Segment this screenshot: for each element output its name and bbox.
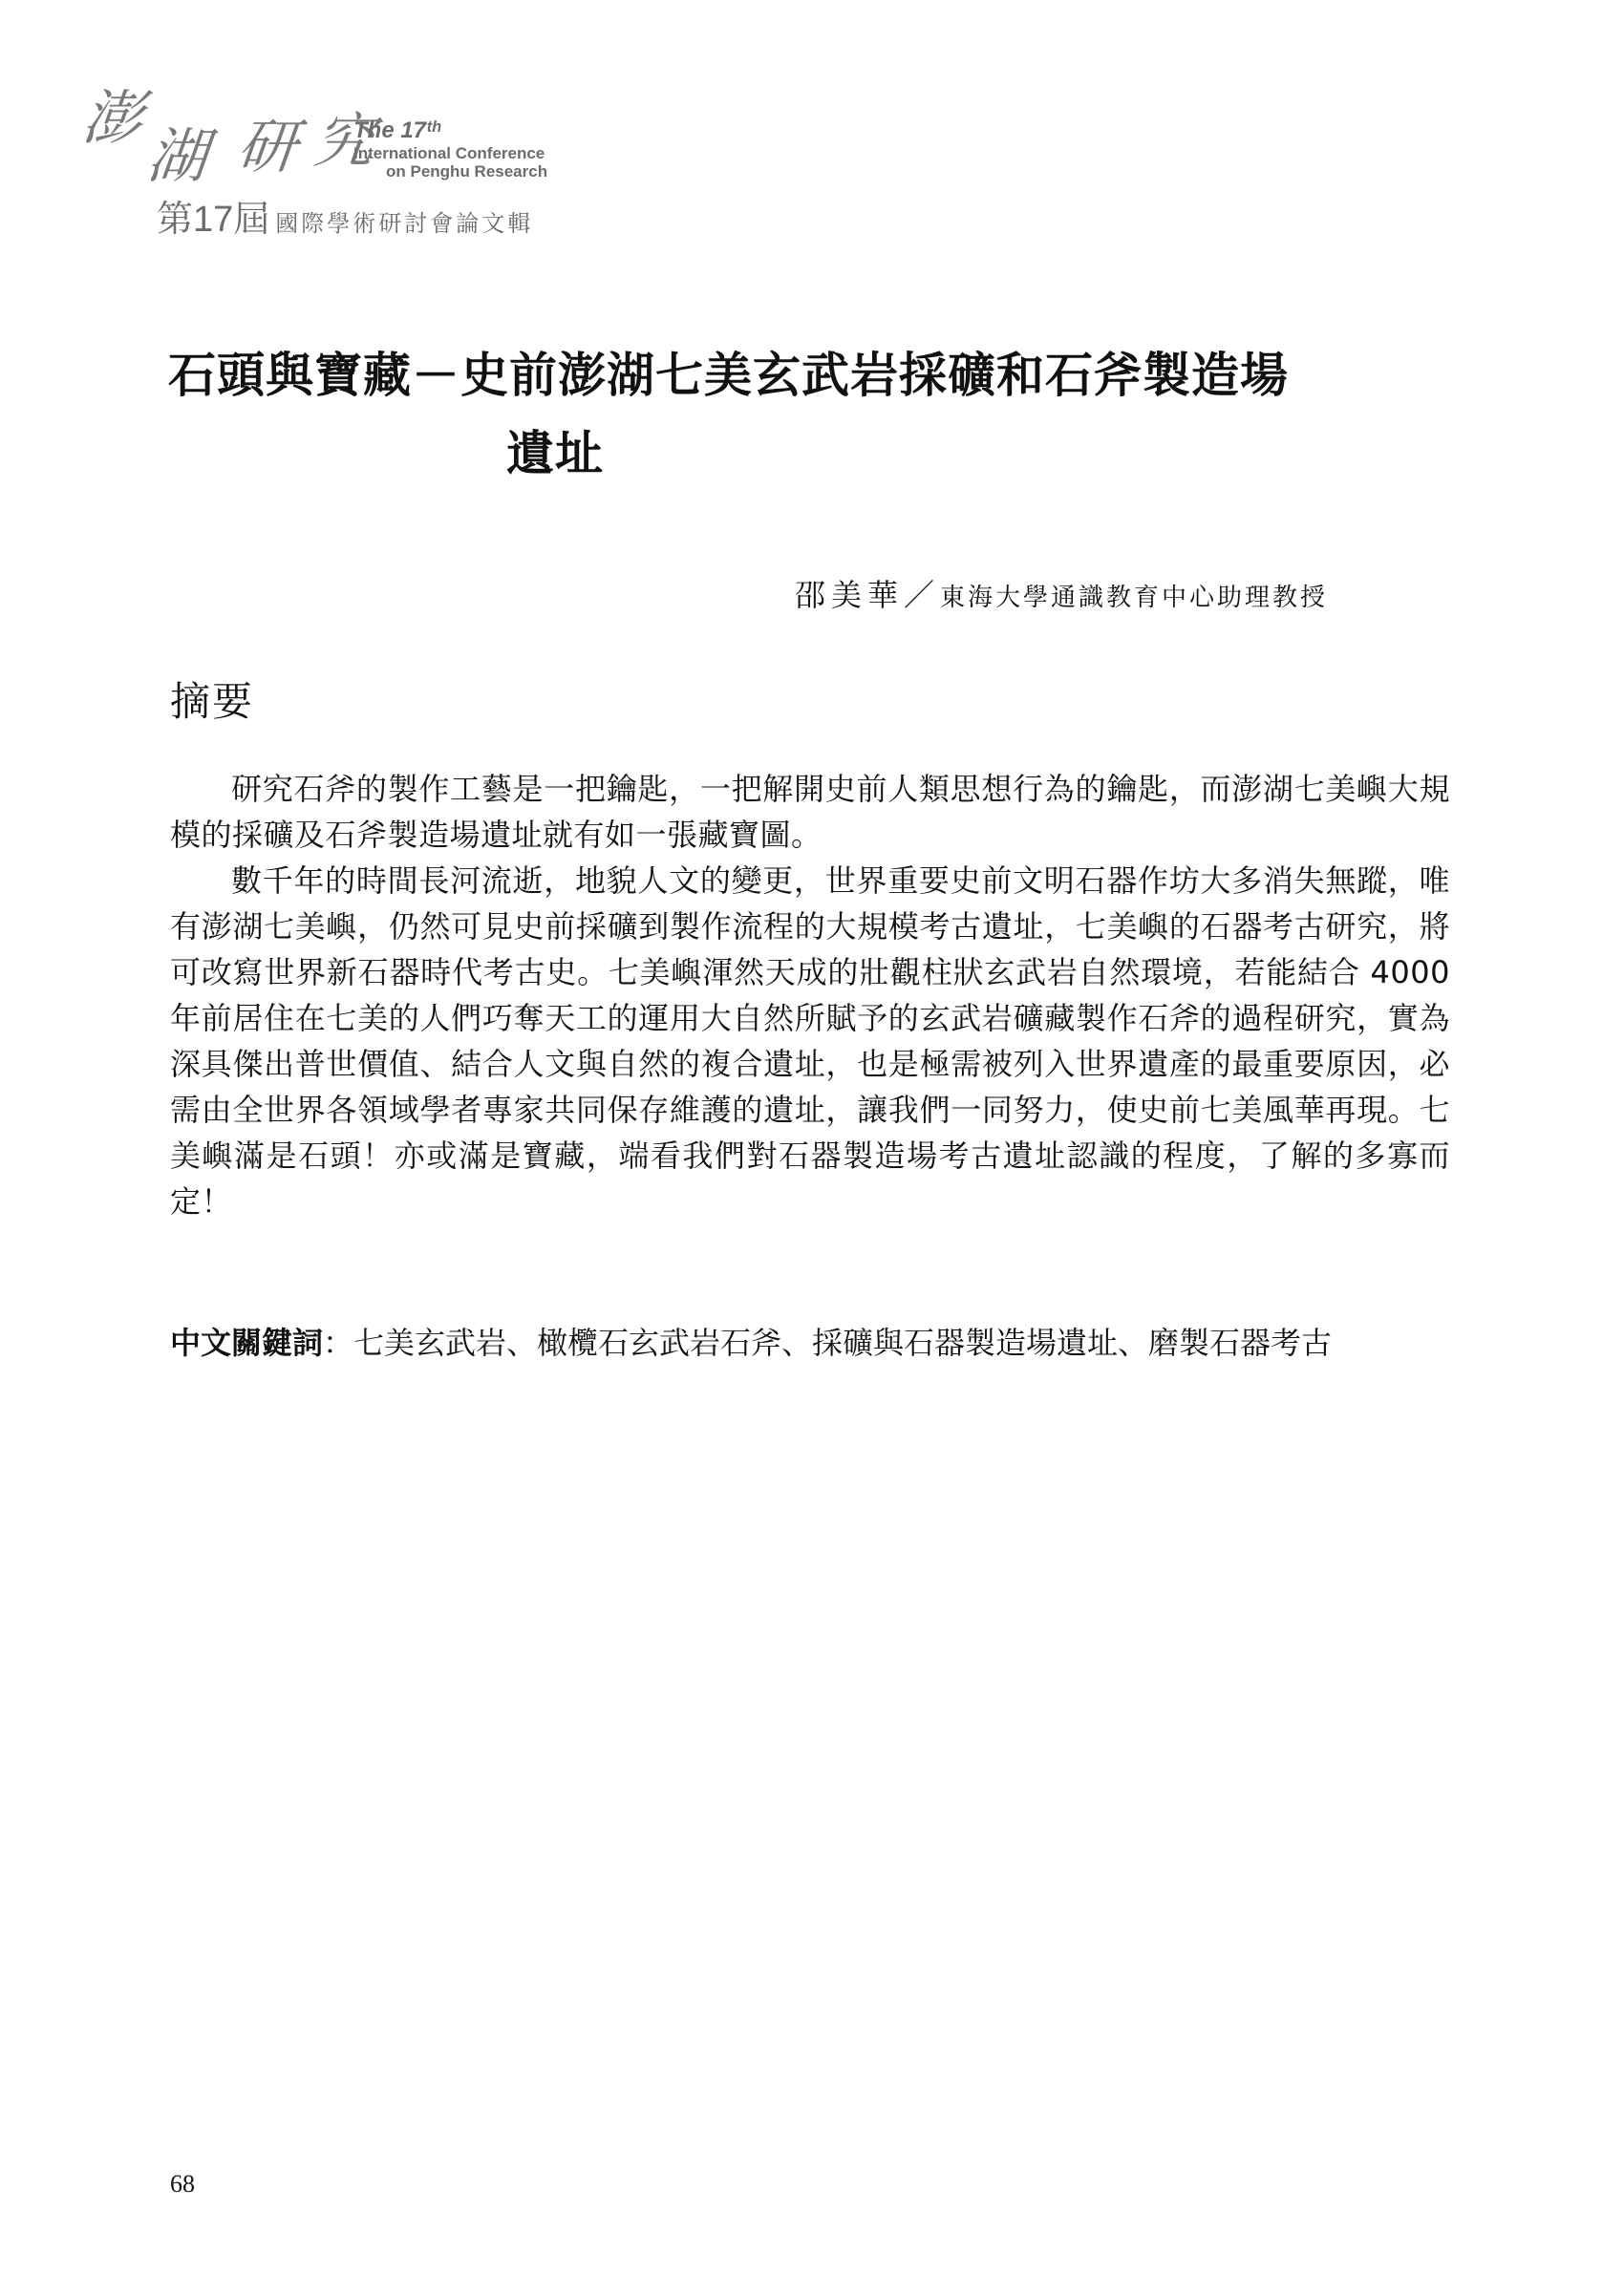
keywords-text: 七美玄武岩、橄欖石玄武岩石斧、採礦與石器製造場遺址、磨製石器考古 [353,1325,1333,1361]
paper-title-line-2: 遺址 [506,426,604,481]
keywords-label: 中文關鍵詞 [170,1325,324,1361]
logo-topic-line: on Penghu Research [386,161,548,181]
abstract-paragraph: 研究石斧的製作工藝是一把鑰匙，一把解開史前人類思想行為的鑰匙，而澎湖七美嶼大規模的採礦及石斧製造場遺址就有如一張藏寶圖。 [170,771,1450,853]
abstract-body [170,766,1450,1224]
logo-char: 研 [233,112,303,181]
author-line [795,571,1328,615]
abstract-paragraph: 數千年的時間長河流逝，地貌人文的變更，世界重要史前文明石器作坊大多消失無蹤，唯有澎湖七美嶼，仍然可見史前採礦到製作流程的大規模考古遺址，七美嶼的石器考古研究，將可改寫世界新石器時代考古史。七美嶼渾然天成的壯觀柱狀玄武岩自然環境，若能結合 4000 年前居住在七美的人們巧奪天工的運用大自然所賦予的玄武岩礦藏製作石斧的過程研究，實為深具傑出普世價值、結合人文與自然的複合遺址，也是極需被列入世界遺產的最重要原因，必需由全世界各領域學者專家共同保存維護的遺址，讓我們一同努力，使史前七美風華再現。七美嶼滿是石頭！亦或滿是寶藏，端看我們對石器製造場考古遺址認識的程度，了解的多寡而定！ [170,862,1450,1220]
logo-proceedings-cn: 國際學術研討會論文輯 [275,210,534,237]
logo-char: 究 [310,106,380,176]
author-name: 邵美華 [795,577,905,613]
logo-english-title [353,118,547,181]
paper-title-line-1: 石頭與寶藏－史前澎湖七美玄武岩採礦和石斧製造場 [168,348,1289,403]
keywords-colon: ： [323,1325,354,1361]
logo-edition: The 17ᵗʰ [353,117,441,143]
author-affiliation: 東海大學通識教育中心助理教授 [940,584,1329,612]
logo-conference-line: International Conference [353,143,545,162]
logo-char: 澎 [78,83,148,153]
logo-edition-cn: 第17屆 [157,200,270,240]
abstract-heading: 摘要 [170,678,255,725]
paper-title [168,336,1458,493]
page-number: 68 [170,2170,195,2198]
logo-char: 湖 [143,121,213,191]
keywords [170,1320,1450,1366]
logo-subtitle [157,189,533,242]
author-separator: ／ [904,577,941,613]
conference-logo [78,71,585,240]
